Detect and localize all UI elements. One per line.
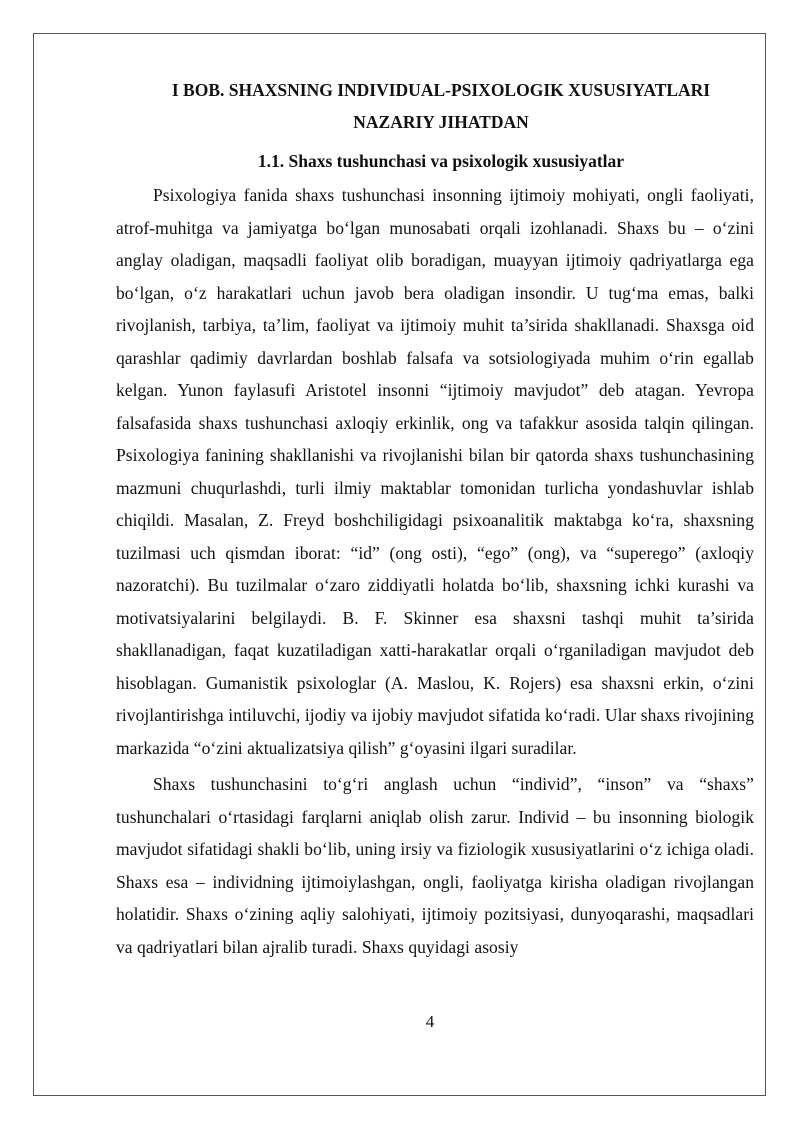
document-body [116, 74, 754, 963]
chapter-title [116, 74, 754, 138]
page-number: 4 [425, 1012, 435, 1031]
paragraph-2: Shaxs tushunchasini to‘g‘ri anglash uchun “individ”, “inson” va “shaxs” tushunchalari o‘rtasidagi farqlarni aniqlab olish zarur. Individ – bu insonning biologik mavjudot sifatidagi shakli bo‘lib, uning irsiy va fiziologik xususiyatlarini o‘z ichiga oladi. Shaxs esa – individning ijtimoiylashgan, ongli, faoliyatga kirisha oladigan rivojlangan holatidir. Shaxs o‘zining aqliy salohiyati, ijtimoiy pozitsiyasi, dunyoqarashi, maqsadlari va qadriyatlari bilan ajralib turadi. Shaxs quyidagi asosiy [116, 774, 754, 957]
chapter-title-line-1: I BOB. SHAXSNING INDIVIDUAL-PSIXOLOGIK XUSUSIYATLARI [171, 80, 711, 100]
section-title: 1.1. Shaxs tushunchasi va psixologik xususiyatlar [257, 151, 625, 171]
chapter-title-line-2: NAZARIY JIHATDAN [353, 112, 529, 132]
paragraph-1: Psixologiya fanida shaxs tushunchasi insonning ijtimoiy mohiyati, ongli faoliyati, atrof-muhitga va jamiyatga bo‘lgan munosabati orqali izohlanadi. Shaxs bu – o‘zini anglay oladigan, maqsadli faoliyat olib boradigan, muayyan ijtimoiy qadriyatlarga ega bo‘lgan, o‘z harakatlari uchun javob bera oladigan insondir. U tug‘ma emas, balki rivojlanish, tarbiya, ta’lim, faoliyat va ijtimoiy muhit ta’sirida shakllanadi. Shaxsga oid qarashlar qadimiy davrlardan boshlab falsafa va sotsiologiyada muhim o‘rin egallab kelgan. Yunon faylasufi Aristotel insonni “ijtimoiy mavjudot” deb atagan. Yevropa falsafasida shaxs tushunchasi axloqiy erkinlik, ong va tafakkur asosida talqin qilingan. Psixologiya fanining shakllanishi va rivojlanishi bilan bir qatorda shaxs tushunchasining mazmuni chuqurlashdi, turli ilmiy maktablar tomonidan turlicha yondashuvlar ishlab chiqildi. Masalan, Z. Freyd boshchiligidagi psixoanalitik maktabga ko‘ra, shaxsning tuzilmasi uch qismdan iborat: “id” (ong osti), “ego” (ong), va “superego” (axloqiy nazoratchi). Bu tuzilmalar o‘zaro ziddiyatli holatda bo‘lib, shaxsning ichki kurashi va motivatsiyalarini belgilaydi. B. F. Skinner esa shaxsni tashqi muhit ta’sirida shakllanadigan, faqat kuzatiladigan xatti-harakatlar orqali o‘rganiladigan mavjudot deb hisoblagan. Gumanistik psixologlar (A. Maslou, K. Rojers) esa shaxsni erkin, o‘zini rivojlantirishga intiluvchi, ijodiy va ijobiy mavjudot sifatida ko‘radi. Ular shaxs rivojining markazida “o‘zini aktualizatsiya qilish” g‘oyasini ilgari suradilar. [116, 185, 754, 758]
